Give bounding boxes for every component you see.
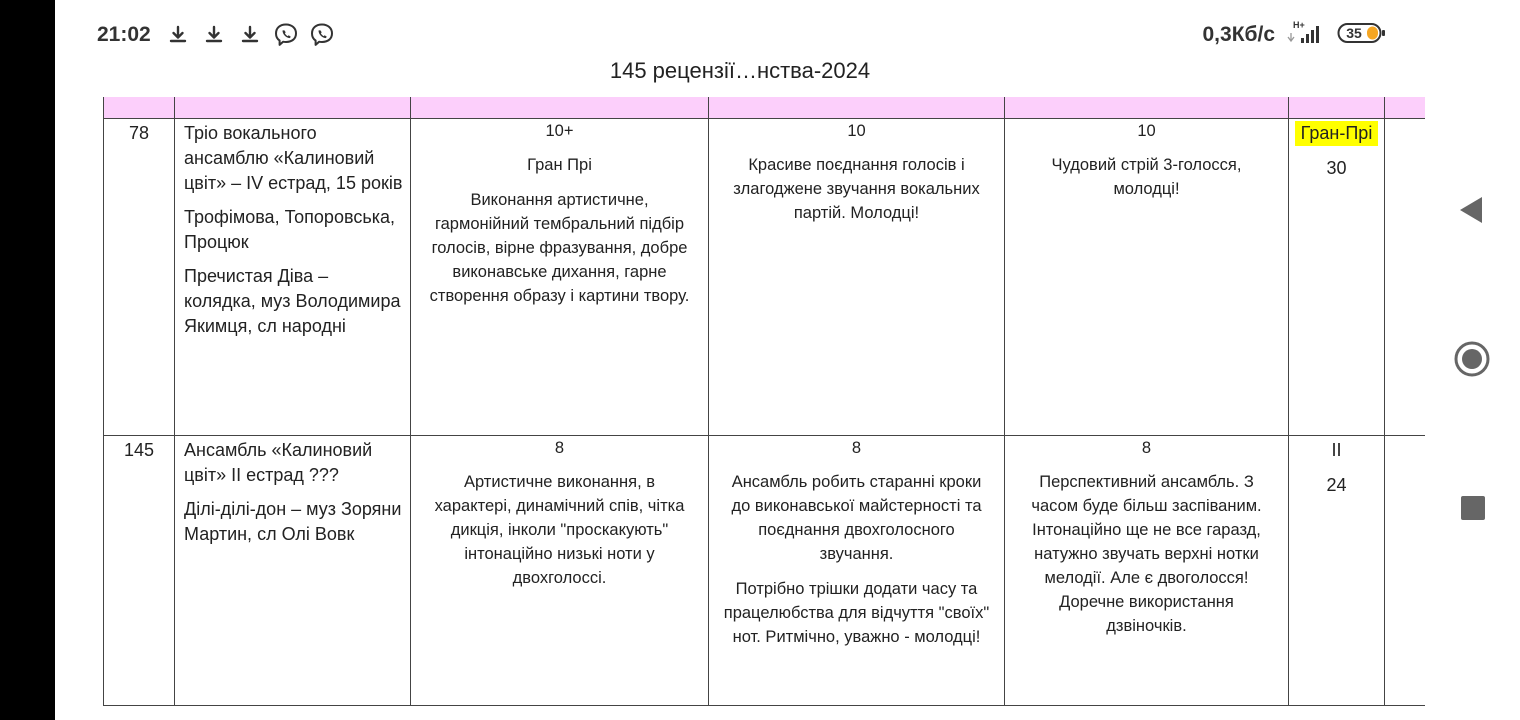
judge-score: 10 [1137, 121, 1156, 140]
header-cell [411, 97, 709, 118]
status-bar-left [97, 20, 337, 50]
table-row [104, 435, 1426, 705]
status-bar-right [1203, 20, 1388, 50]
total-score: 24 [1326, 474, 1347, 495]
judge-score: 10 [847, 121, 866, 140]
judge-review-cell [411, 435, 709, 705]
total-score: 30 [1326, 157, 1347, 178]
header-cell [1385, 97, 1426, 118]
judge-review-cell [1005, 118, 1289, 435]
entry-name-line: Ділі-ділі-дон – муз Зоряни Мартин, сл Олі Вовк [184, 498, 402, 544]
entry-name-cell [175, 435, 411, 705]
download-icon [163, 20, 193, 50]
navigation-bar [1425, 0, 1520, 720]
empty-cell [1385, 435, 1426, 705]
header-cell [175, 97, 411, 118]
download-icon [199, 20, 229, 50]
empty-cell [1385, 118, 1426, 435]
back-icon[interactable] [1458, 195, 1484, 230]
judge-score: 8 [851, 438, 862, 457]
entry-name-line: Ансамбль «Калиновий цвіт» ІІ естрад ??? [184, 439, 373, 485]
header-cell [1005, 97, 1289, 118]
review-text: Артистичне виконання, в характері, динамічний спів, чітка дикція, інколи "проскакують" інтонаційно низькі ноти у двохголоссі. [434, 472, 685, 587]
entry-name-line: Трофімова, Топоровська, Процюк [184, 206, 395, 252]
recents-icon[interactable] [1461, 496, 1485, 520]
download-icon [235, 20, 265, 50]
place-label: ІІ [1331, 439, 1342, 460]
reviews-table [103, 97, 1425, 706]
review-text: Перспективний ансамбль. З часом буде більш заспіваним. Інтонаційно ще не все гаразд, натужно звучать верхні нотки мелодії. Але є двоголосся! Доречне використання дзвіночків. [1031, 472, 1262, 635]
place-badge: Гран-Прі [1295, 121, 1379, 146]
header-cell [1289, 97, 1385, 118]
result-cell [1289, 435, 1385, 705]
phone-screen [55, 0, 1425, 720]
judge-score: 8 [1141, 438, 1152, 457]
viber-icon [271, 20, 301, 50]
review-text: Гран Прі [527, 155, 592, 174]
judge-score: 10+ [545, 121, 574, 140]
judge-review-cell [709, 118, 1005, 435]
network-speed: 0,3Кб/с [1202, 23, 1275, 46]
document-title: 145 рецензії…нства-2024 [609, 58, 871, 83]
judge-score: 8 [554, 438, 565, 457]
home-icon[interactable] [1453, 340, 1491, 383]
review-text: Красиве поєднання голосів і злагоджене звучання вокальних партій. Молодці! [733, 155, 980, 222]
table-header-row [104, 97, 1426, 118]
header-cell [709, 97, 1005, 118]
table-row [104, 118, 1426, 435]
entry-number: 78 [104, 118, 175, 435]
review-text: Чудовий стрій 3-голосся, молодці! [1051, 155, 1242, 198]
header-cell [104, 97, 175, 118]
battery-level: 35 [1346, 24, 1362, 41]
review-text: Потрібно трішки додати часу та працелюбства для відчуття "своїх" нот. Ритмічно, уважно - молодці! [723, 579, 990, 646]
battery-icon [1337, 21, 1387, 50]
entry-name-line: Пречистая Діва – колядка, муз Володимира Якимця, сл народні [184, 265, 401, 336]
entry-name-cell [175, 118, 411, 435]
entry-number: 145 [104, 435, 175, 705]
review-text: Виконання артистичне, гармонійний тембральний підбір голосів, вірне фразування, добре виконавське дихання, гарне створення образу і картини твору. [429, 190, 690, 305]
entry-name-line: Тріо вокального ансамблю «Калиновий цвіт» – IV естрад, 15 років [184, 122, 403, 193]
network-type-label: H+ [1293, 19, 1305, 30]
viber-icon [307, 20, 337, 50]
status-time: 21:02 [97, 23, 151, 46]
judge-review-cell [709, 435, 1005, 705]
result-cell [1289, 118, 1385, 435]
review-text: Ансамбль робить старанні кроки до виконавської майстерності та поєднання двохголосного звучання. [731, 472, 982, 563]
signal-icon [1285, 19, 1327, 52]
judge-review-cell [411, 118, 709, 435]
judge-review-cell [1005, 435, 1289, 705]
